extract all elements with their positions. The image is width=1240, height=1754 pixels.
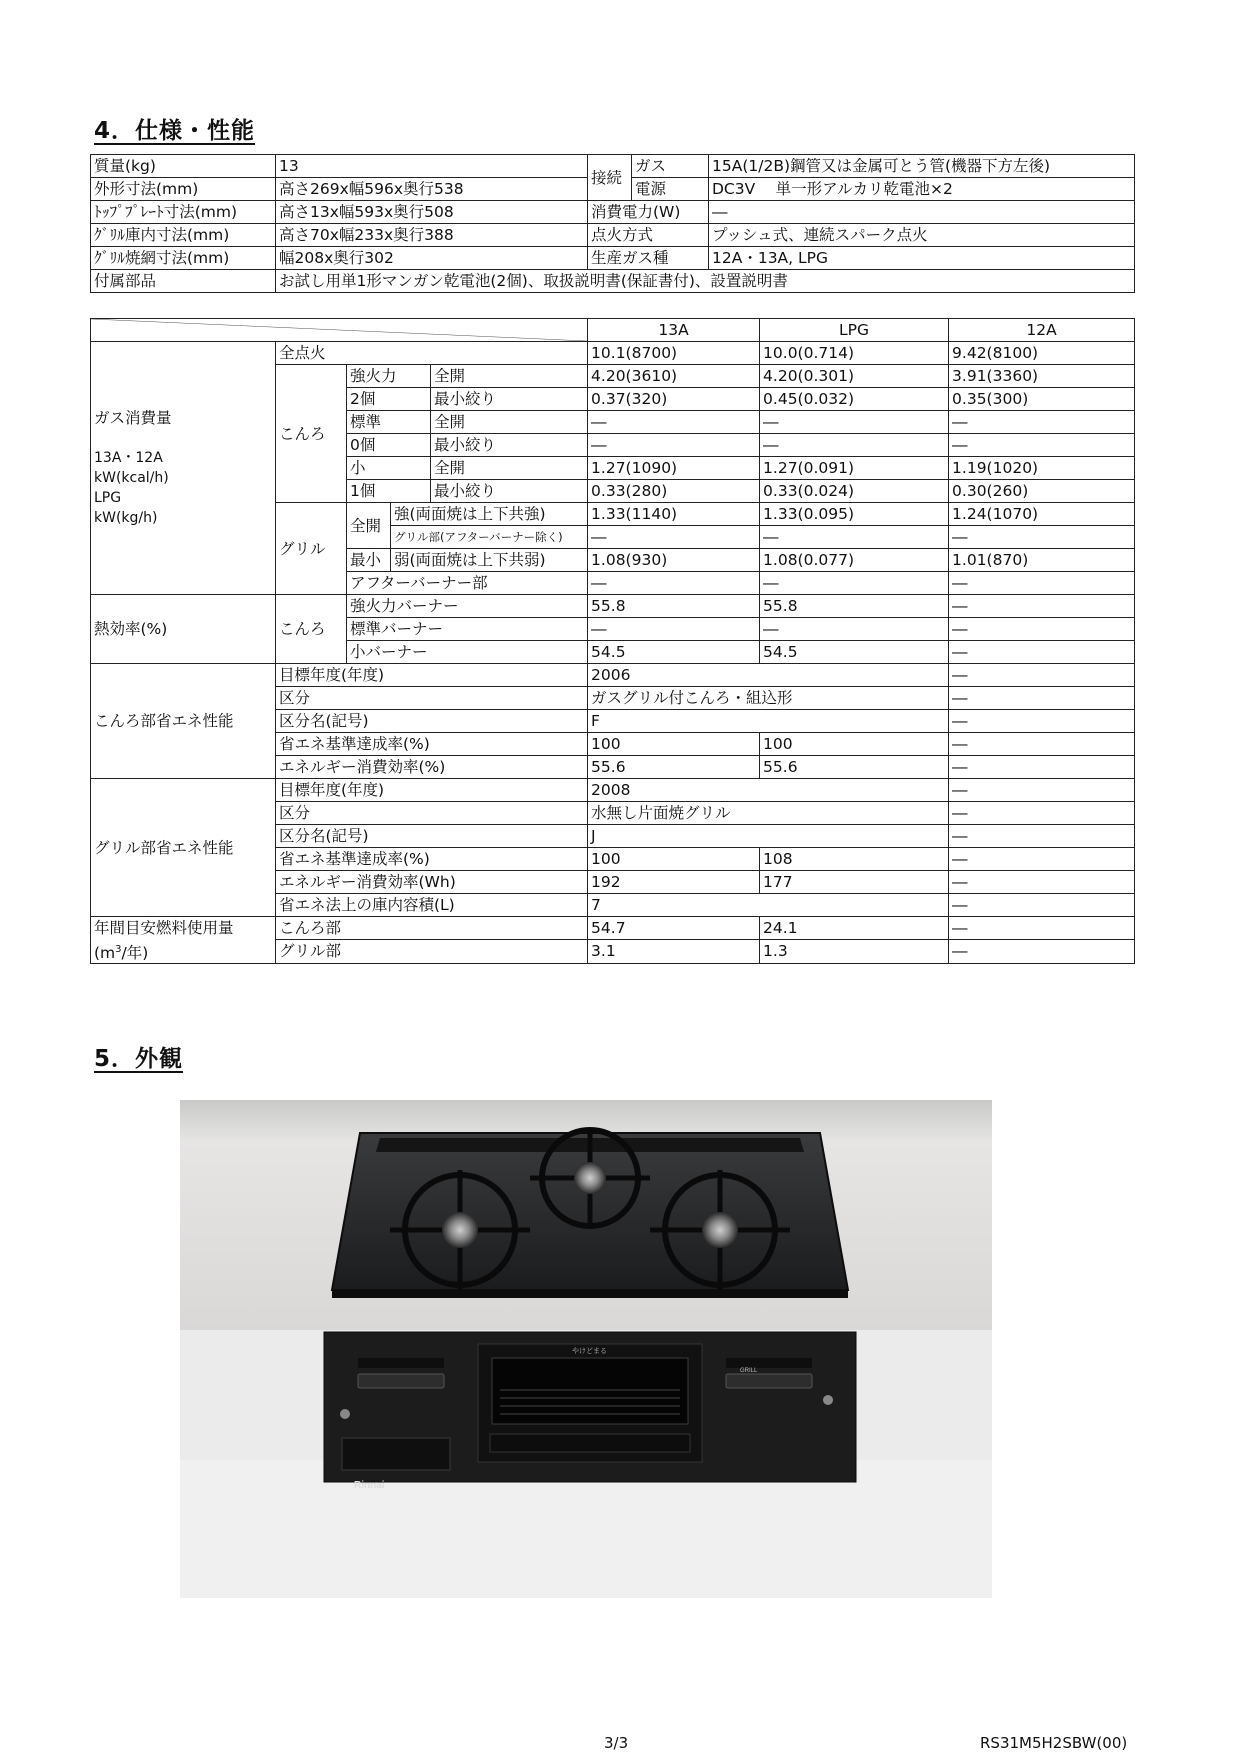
value-cell: 55.6 [760,756,949,779]
grill-min-label: 最小 [347,549,391,572]
value-cell: ― [588,526,760,549]
value-cell: 0.33(280) [588,480,760,503]
value-cell: ― [588,411,760,434]
value-cell: ガスグリル付こんろ・組込形 [588,687,949,710]
grill-weak-label: 弱(両面焼は上下共弱) [391,549,588,572]
energy-row-label: 区分名(記号) [276,710,588,733]
value-cell: 水無し片面焼グリル [588,802,949,825]
full-open-label: 全開 [431,365,588,388]
row-grill-energy-year [91,779,1135,802]
energy-row-label: 目標年度(年度) [276,664,588,687]
value-cell: ― [949,756,1135,779]
grill-energy-label: グリル部省エネ性能 [91,779,276,917]
value-cell: 0.30(260) [949,480,1135,503]
full-open-label: 全開 [431,457,588,480]
spec-value: 幅208x奥行302 [276,247,588,270]
gas-connection-value: 15A(1/2B)鋼管又は金属可とう管(機器下方左後) [709,155,1135,178]
min-throttle-label: 最小絞り [431,388,588,411]
value-cell: 7 [588,894,949,917]
value-cell: 54.5 [760,641,949,664]
value-cell: ― [949,687,1135,710]
spec-row-grill-net [91,247,1135,270]
product-photo [180,1100,992,1598]
value-cell: 55.6 [588,756,760,779]
gas-unit-line: kW(kg/h) [94,510,158,526]
grill-panel-text: やけどまる [572,1348,607,1355]
gas-unit-line: kW(kcal/h) [94,470,169,486]
energy-row-label: 目標年度(年度) [276,779,588,802]
row-all-ignition [91,342,1135,365]
grill-part-label: グリル部(アフターバーナー除く) [391,526,588,549]
energy-row-label: 区分名(記号) [276,825,588,848]
value-cell: 1.08(930) [588,549,760,572]
value-cell: ― [949,572,1135,595]
value-cell: ― [949,710,1135,733]
spec-label: ｸﾞﾘﾙ庫内寸法(mm) [91,224,276,247]
gas-type-label: 生産ガス種 [588,247,709,270]
value-cell: 100 [760,733,949,756]
min-throttle-label: 最小絞り [431,480,588,503]
grill-full-label: 全開 [347,503,391,549]
value-cell: 1.01(870) [949,549,1135,572]
spec-label: 質量(kg) [91,155,276,178]
section-4-title: 4．仕様・性能 [94,118,256,144]
afterburner-label: アフターバーナー部 [347,572,588,595]
value-cell: 54.7 [588,917,760,940]
value-cell: ― [949,595,1135,618]
value-cell: 10.1(8700) [588,342,760,365]
strong-count-label: 2個 [347,388,431,411]
value-cell: 1.27(0.091) [760,457,949,480]
value-cell: J [588,825,949,848]
energy-row-label: 区分 [276,802,588,825]
fuel-row-label: こんろ部 [276,917,588,940]
value-cell: 4.20(0.301) [760,365,949,388]
page-number: 3/3 [604,1734,629,1752]
diagonal-line [91,319,587,341]
standard-burner-label: 標準 [347,411,431,434]
energy-row-label: エネルギー消費効率(Wh) [276,871,588,894]
value-cell: 9.42(8100) [949,342,1135,365]
value-cell: 100 [588,733,760,756]
value-cell: 2008 [588,779,949,802]
value-cell: 0.35(300) [949,388,1135,411]
energy-row-label: 省エネ基準達成率(%) [276,848,588,871]
header-row [91,319,1135,342]
value-cell: 10.0(0.714) [760,342,949,365]
value-cell: 1.24(1070) [949,503,1135,526]
value-cell: 1.33(0.095) [760,503,949,526]
value-cell: ― [588,572,760,595]
value-cell: ― [949,664,1135,687]
gas-consumption-label: ガス消費量 [94,409,172,427]
column-header-lpg: LPG [760,319,949,342]
spec-value: 高さ269x幅596x奥行538 [276,178,588,201]
spec-row-accessories [91,270,1135,293]
value-cell: ― [760,411,949,434]
value-cell: ― [949,411,1135,434]
value-cell: ― [949,779,1135,802]
power-consumption-value: ― [709,201,1135,224]
gas-consumption-cell [91,342,276,595]
value-cell: ― [588,434,760,457]
value-cell: 192 [588,871,760,894]
energy-row-label: 省エネ法上の庫内容積(L) [276,894,588,917]
power-consumption-label: 消費電力(W) [588,201,709,224]
connection-label: 接続 [588,155,632,201]
value-cell: 1.08(0.077) [760,549,949,572]
value-cell: ― [949,940,1135,964]
value-cell: ― [760,434,949,457]
value-cell: 1.27(1090) [588,457,760,480]
small-burner-label: 小 [347,457,431,480]
value-cell: ― [949,641,1135,664]
value-cell: 100 [588,848,760,871]
spec-value: 高さ13x幅593x奥行508 [276,201,588,224]
spec-value: お試し用単1形マンガン乾電池(2個)、取扱説明書(保証書付)、設置説明書 [276,270,1135,293]
gas-unit-line: 13A・12A [94,450,163,466]
all-ignition-label: 全点火 [276,342,588,365]
brand-logo: Rinnai [354,1480,385,1491]
strong-burner-label: 強火力 [347,365,431,388]
power-value: DC3V 単一形アルカリ乾電池×2 [709,178,1135,201]
value-cell: ― [760,526,949,549]
energy-row-label: 区分 [276,687,588,710]
spec-value: 13 [276,155,588,178]
value-cell: 0.45(0.032) [760,388,949,411]
row-fuel-stove [91,917,1135,940]
spec-label: 付属部品 [91,270,276,293]
value-cell: 0.37(320) [588,388,760,411]
spec-row-grill-interior [91,224,1135,247]
value-cell: 55.8 [588,595,760,618]
model-number: RS31M5H2SBW(00) [980,1734,1128,1752]
energy-row-label: 省エネ基準達成率(%) [276,733,588,756]
value-cell: 1.33(1140) [588,503,760,526]
thermal-efficiency-label: 熱効率(%) [91,595,276,664]
power-label: 電源 [632,178,709,201]
ignition-label: 点火方式 [588,224,709,247]
row-fuel-grill [91,940,1135,964]
value-cell: 0.33(0.024) [760,480,949,503]
diagonal-header-cell [91,319,588,342]
value-cell: ― [949,526,1135,549]
value-cell: 55.8 [760,595,949,618]
min-throttle-label: 最小絞り [431,434,588,457]
standard-count-label: 0個 [347,434,431,457]
value-cell: ― [949,871,1135,894]
thermal-row-label: 小バーナー [347,641,588,664]
grill-strong-label: 強(両面焼は上下共強) [391,503,588,526]
value-cell: ― [949,733,1135,756]
value-cell: ― [760,572,949,595]
stove-label: こんろ [276,365,347,503]
small-count-label: 1個 [347,480,431,503]
stove-label: こんろ [276,595,347,664]
value-cell: 54.5 [588,641,760,664]
value-cell: ― [949,825,1135,848]
spec-label: 外形寸法(mm) [91,178,276,201]
value-cell: 3.91(3360) [949,365,1135,388]
spec-row-top-plate [91,201,1135,224]
value-cell: 1.3 [760,940,949,964]
gas-unit-line: LPG [94,490,122,506]
value-cell: ― [588,618,760,641]
ignition-value: プッシュ式、連続スパーク点火 [709,224,1135,247]
value-cell: ― [949,894,1135,917]
gas-connection-label: ガス [632,155,709,178]
thermal-row-label: 強火力バーナー [347,595,588,618]
stove-energy-label: こんろ部省エネ性能 [91,664,276,779]
value-cell: ― [949,434,1135,457]
thermal-row-label: 標準バーナー [347,618,588,641]
section-5-title: 5．外観 [94,1046,184,1072]
column-header-12a: 12A [949,319,1135,342]
value-cell: 1.19(1020) [949,457,1135,480]
fuel-usage-unit: ($m^3/$年) [91,940,276,964]
spec-value: 高さ70x幅233x奥行388 [276,224,588,247]
fuel-row-label: グリル部 [276,940,588,964]
value-cell: ― [760,618,949,641]
value-cell: 4.20(3610) [588,365,760,388]
full-open-label: 全開 [431,411,588,434]
column-header-13a: 13A [588,319,760,342]
spec-label: ﾄｯﾌﾟﾌﾟﾚｰﾄ寸法(mm) [91,201,276,224]
value-cell: ― [949,848,1135,871]
value-cell: 3.1 [588,940,760,964]
performance-table [90,318,1135,964]
value-cell: ― [949,917,1135,940]
value-cell: ― [949,802,1135,825]
spec-row-mass [91,155,1135,178]
value-cell: 177 [760,871,949,894]
value-cell: 108 [760,848,949,871]
grill-button-label: GRILL [740,1368,758,1374]
value-cell: F [588,710,949,733]
spec-table [90,154,1135,293]
gas-type-value: 12A・13A, LPG [709,247,1135,270]
energy-row-label: エネルギー消費効率(%) [276,756,588,779]
value-cell: 24.1 [760,917,949,940]
value-cell: ― [949,618,1135,641]
spec-label: ｸﾞﾘﾙ焼網寸法(mm) [91,247,276,270]
grill-label: グリル [276,503,347,595]
value-cell: 2006 [588,664,949,687]
fuel-usage-label: 年間目安燃料使用量 [91,917,276,940]
row-stove-energy-year [91,664,1135,687]
row-thermal-strong [91,595,1135,618]
